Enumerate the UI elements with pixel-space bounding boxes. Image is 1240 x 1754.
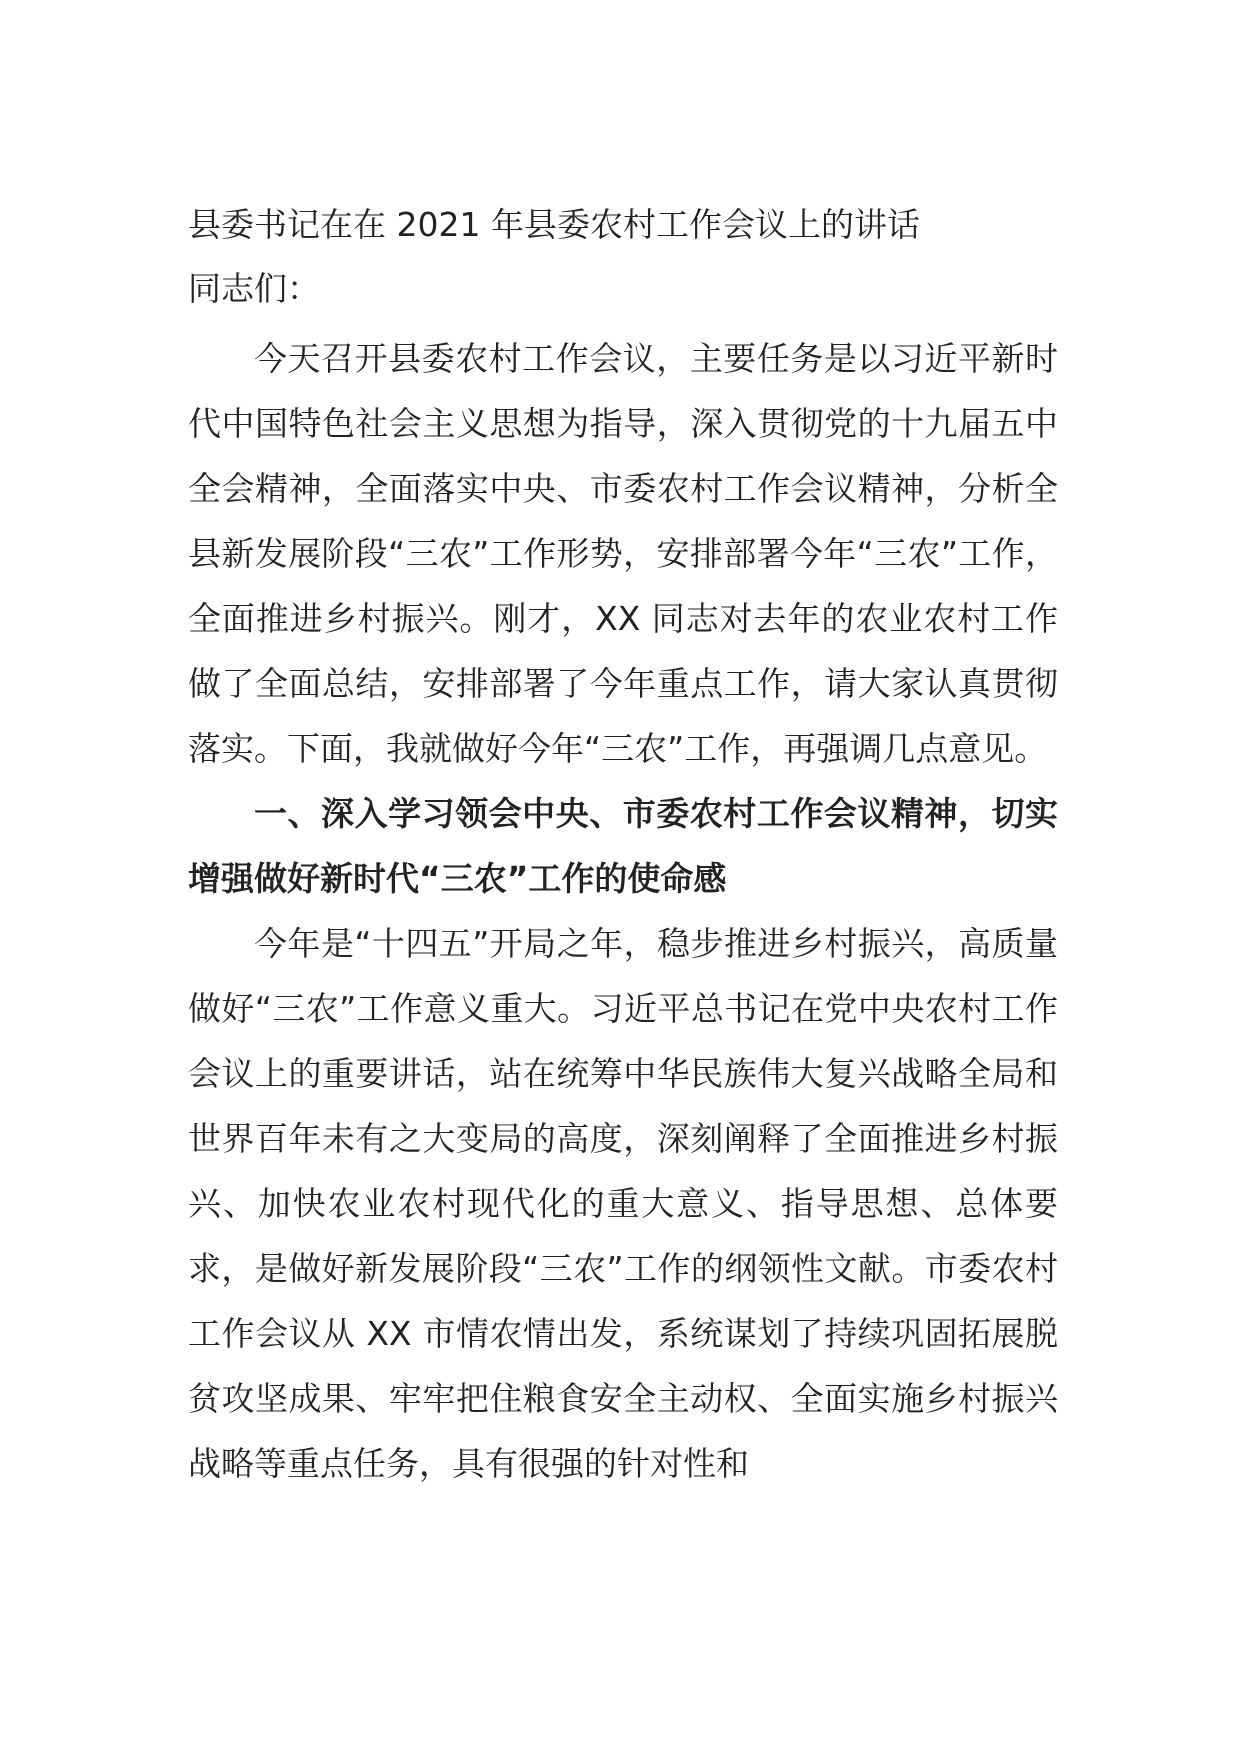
paragraph-section-1: 今年是“十四五”开局之年，稳步推进乡村振兴，高质量做好“三农”工作意义重大。习近平总书记在党中央农村工作会议上的重要讲话，站在统筹中华民族伟大复兴战略全局和世界百年未有之大变局的高度，深刻阐释了全面推进乡村振兴、加快农业农村现代化的重大意义、指导思想、总体要求，是做好新发展阶段“三农”工作的纲领性文献。市委农村工作会议从 XX 市情农情出发，系统谋划了持续巩固拓展脱贫攻坚成果、牢牢把住粮食安全主动权、全面实施乡村振兴战略等重点任务，具有很强的针对性和 — [188, 924, 1058, 1483]
salutation: 同志们： — [188, 269, 320, 308]
document-title: 县委书记在在 2021 年县委农村工作会议上的讲话 — [188, 205, 920, 244]
document-body — [188, 200, 1058, 1496]
section-heading-1: 一、深入学习领会中央、市委农村工作会议精神，切实增强做好新时代“三农”工作的使命感 — [188, 794, 1058, 898]
paragraph-intro: 今天召开县委农村工作会议，主要任务是以习近平新时代中国特色社会主义思想为指导，深入贯彻党的十九届五中全会精神，全面落实中央、市委农村工作会议精神，分析全县新发展阶段“三农”工作形势，安排部署今年“三农”工作，全面推进乡村振兴。刚才，XX 同志对去年的农业农村工作做了全面总结，安排部署了今年重点工作，请大家认真贯彻落实。下面，我就做好今年“三农”工作，再强调几点意见。 — [188, 339, 1058, 768]
